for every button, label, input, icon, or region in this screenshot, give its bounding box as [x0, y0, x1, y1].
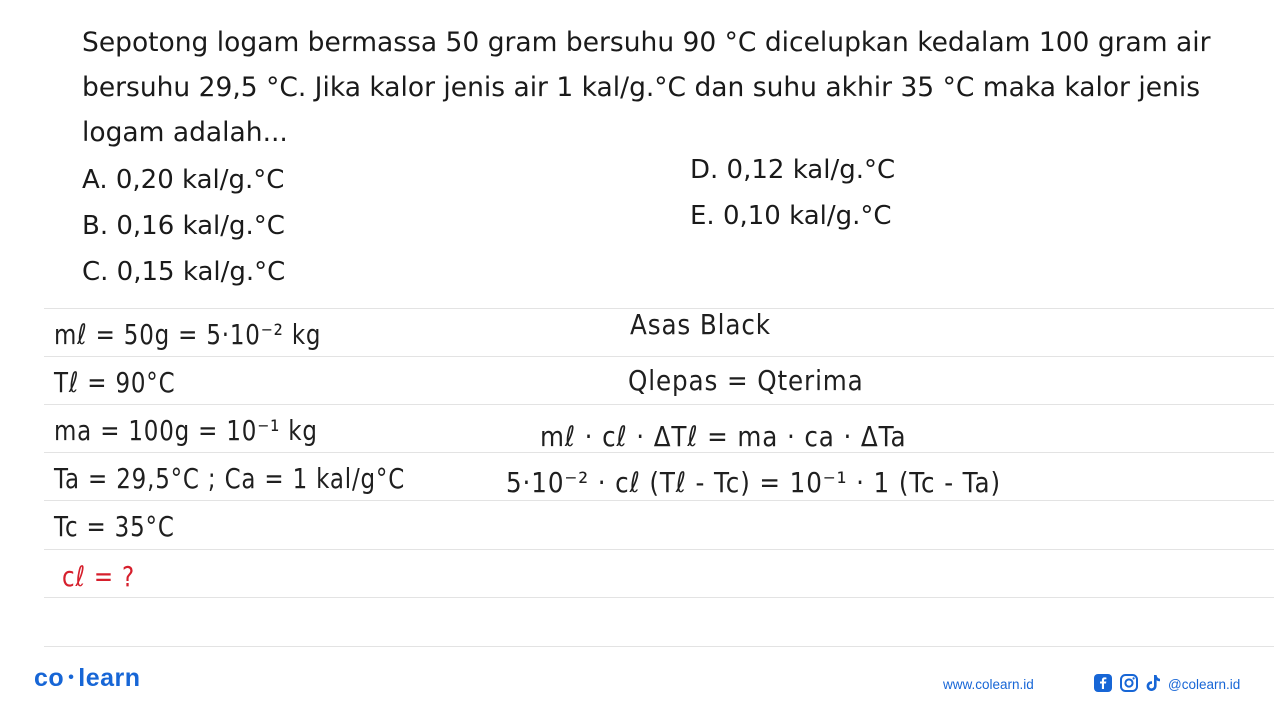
- logo-dot: •: [68, 669, 75, 686]
- note-substitution: 5·10⁻² · cℓ (Tℓ - Tc) = 10⁻¹ · 1 (Tc - Ta): [506, 466, 1002, 499]
- option-c: C. 0,15 kal/g.°C: [82, 257, 286, 287]
- facebook-icon[interactable]: [1093, 673, 1113, 693]
- note-heat-balance: Qlepas = Qterima: [628, 364, 864, 397]
- tiktok-icon[interactable]: [1143, 673, 1163, 693]
- question-text: Sepotong logam bermassa 50 gram bersuhu 90 °C dicelupkan kedalam 100 gram air bersuhu 29,5 °C. Jika kalor jenis air 1 kal/g.°C dan suhu akhir 35 °C maka kalor jenis logam adalah...: [82, 27, 1211, 148]
- note-temp-metal: Tℓ = 90°C: [54, 366, 176, 399]
- ruled-line: [44, 404, 1274, 405]
- note-principle: Asas Black: [630, 308, 771, 341]
- note-final-temp: Tc = 35°C: [54, 510, 175, 543]
- ruled-line: [44, 549, 1274, 550]
- option-a: A. 0,20 kal/g.°C: [82, 165, 285, 195]
- ruled-line: [44, 500, 1274, 501]
- website-link[interactable]: www.colearn.id: [943, 677, 1034, 692]
- ruled-line: [44, 597, 1274, 598]
- ruled-line: [44, 356, 1274, 357]
- option-d: D. 0,12 kal/g.°C: [690, 155, 896, 185]
- instagram-icon[interactable]: [1119, 673, 1139, 693]
- note-unknown: cℓ = ?: [62, 560, 136, 593]
- note-mass-water: ma = 100g = 10⁻¹ kg: [54, 414, 318, 447]
- colearn-logo: [34, 664, 141, 693]
- option-e: E. 0,10 kal/g.°C: [690, 201, 892, 231]
- ruled-line: [44, 646, 1274, 647]
- logo-text-co: co: [34, 664, 65, 692]
- logo-text-learn: learn: [78, 664, 141, 692]
- note-equation: mℓ · cℓ · ΔTℓ = ma · ca · ΔTa: [540, 420, 907, 453]
- note-temp-water: Ta = 29,5°C ; Ca = 1 kal/g°C: [54, 462, 406, 495]
- note-mass-metal: mℓ = 50g = 5·10⁻² kg: [54, 318, 322, 351]
- option-b: B. 0,16 kal/g.°C: [82, 211, 285, 241]
- social-handle[interactable]: @colearn.id: [1168, 677, 1241, 692]
